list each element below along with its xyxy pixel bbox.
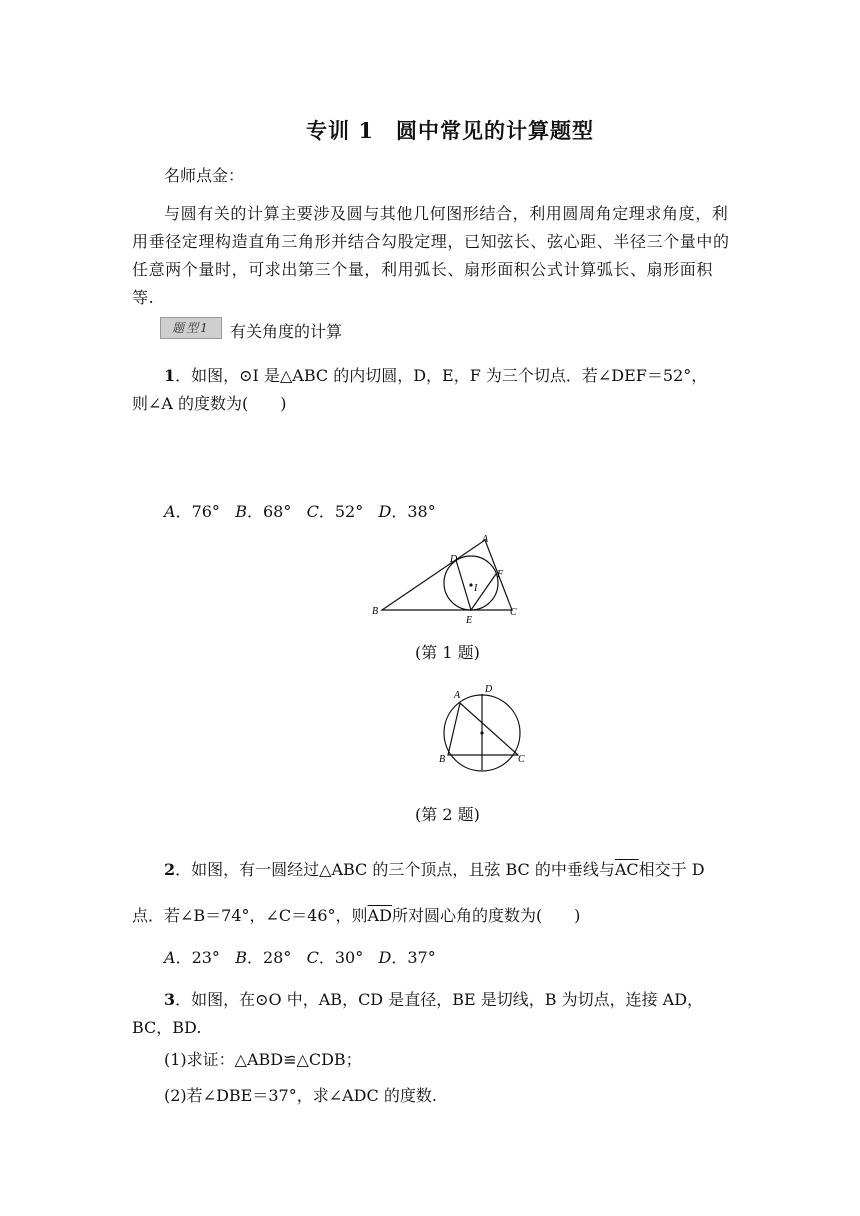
q3-line1: 3．如图，在⊙O 中，AB，CD 是直径，BE 是切线，B 为切点，连接 AD， [164, 990, 704, 1009]
q1-option-a: A．76° [164, 502, 220, 521]
page-title: 专训 1 圆中常见的计算题型 [306, 118, 594, 143]
q2-option-a: A．23° [164, 948, 220, 967]
q3-sub2: (2)若∠DBE＝37°，求∠ADC 的度数. [164, 1086, 437, 1105]
fig1-label-c: C [510, 607, 517, 618]
fig1-label-i: I [474, 583, 478, 594]
q2-line2: 点．若∠B＝74°，∠C＝46°，则$\overline{AD}$所对圆心角的度数为( ) [132, 906, 581, 925]
q1-options [164, 498, 436, 526]
q2-option-c: C．30° [306, 948, 364, 967]
fig1-label-e: E [466, 615, 473, 626]
tips-paragraph: 与圆有关的计算主要涉及圆与其他几何图形结合，利用圆周角定理求角度，利用垂径定理构造直角三角形并结合勾股定理，已知弦长、弦心距、半径三个量中的任意两个量时，可求出第三个量，利用弧长、扇形面积公式计算弧长、扇形面积等. [132, 204, 730, 307]
fig1-label-a: A [482, 534, 489, 545]
q1-figure-caption: (第 1 题) [415, 643, 480, 662]
fig2-label-b: B [439, 754, 446, 765]
q2-line1: 2．如图，有一圆经过△ABC 的三个顶点，且弦 BC 的中垂线与$\overline{AC}$相交于 D [164, 860, 705, 879]
fig2-label-d: D [485, 684, 493, 695]
q3-sub1: (1)求证：△ABD≌△CDB； [164, 1050, 362, 1069]
q2-number: 2 [164, 860, 176, 879]
q2-option-d: D．37° [378, 948, 436, 967]
section-badge: 题型1 [160, 317, 222, 339]
q3-number: 3 [164, 990, 176, 1009]
q1-option-d: D．38° [378, 502, 436, 521]
q2-option-b: B．28° [235, 948, 292, 967]
q2-figure-caption: (第 2 题) [415, 805, 480, 824]
q1-option-c: C．52° [306, 502, 364, 521]
incenter-dot [469, 583, 472, 586]
q1-text-1: ．如图，⊙I 是△ABC 的内切圆，D，E，F 为三个切点．若∠DEF＝52°， [175, 366, 708, 385]
figure-1 [368, 530, 528, 630]
tips-label: 名师点金： [164, 166, 245, 185]
arc-ac: $\overline{AC}$ [614, 860, 639, 879]
fig1-label-b: B [372, 606, 379, 617]
q3-line2: BC，BD. [132, 1018, 202, 1037]
figure-2 [432, 680, 532, 780]
q2-options [164, 944, 436, 972]
fig1-label-f: F [497, 569, 504, 580]
q1-option-b: B．68° [235, 502, 292, 521]
q1-number: 1 [164, 366, 176, 385]
center-dot [480, 731, 483, 734]
fig2-label-a: A [454, 690, 461, 701]
arc-ad: $\overline{AD}$ [367, 906, 392, 925]
section-title: 有关角度的计算 [230, 322, 343, 341]
fig2-label-c: C [518, 754, 525, 765]
fig1-label-d: D [450, 554, 458, 565]
triangle-abc-2 [448, 703, 518, 755]
q1-line1 [164, 362, 707, 390]
q1-line2: 则∠A 的度数为( ) [132, 394, 287, 413]
